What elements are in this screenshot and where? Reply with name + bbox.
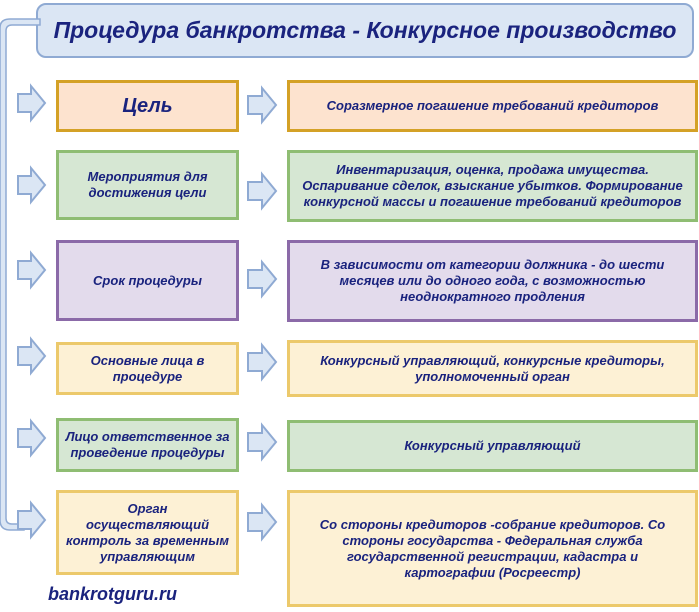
row-value-control: Со стороны кредиторов -собрание кредиторов. Со стороны государства - Федеральная служба государственной регистрации, кадастра и картографии (Росреестр) [287,490,698,607]
mid-arrow-icon [248,174,276,208]
left-arrow-icon [18,503,45,537]
mid-arrow-icons [248,88,276,539]
row-value-persons: Конкурсный управляющий, конкурсные кредиторы, уполномоченный орган [287,340,698,397]
site-watermark: bankrotguru.ru [48,584,177,604]
row-label-responsible: Лицо ответственное за проведение процедуры [56,418,239,472]
left-arrow-icon [18,253,45,287]
row-label-control: Орган осуществляющий контроль за временным управляющим [56,490,239,575]
mid-arrow-icon [248,262,276,296]
left-arrow-icon [18,86,45,120]
mid-arrow-icon [248,345,276,379]
row-label-persons: Основные лица в процедуре [56,342,239,395]
mid-arrow-icon [248,425,276,459]
left-arrow-icons [18,86,45,537]
row-label-term: Срок процедуры [56,240,239,321]
mid-arrow-icon [248,88,276,122]
left-arrow-icon [18,168,45,202]
row-label-measures: Мероприятия для достижения цели [56,150,239,220]
row-label-goal: Цель [56,80,239,132]
diagram-title: Процедура банкротства - Конкурсное производство [36,3,694,58]
row-value-goal: Соразмерное погашение требований кредиторов [287,80,698,132]
row-value-term: В зависимости от категории должника - до шести месяцев или до одного года, с возможностью неоднократного продления [287,240,698,322]
left-arrow-icon [18,421,45,455]
row-value-measures: Инвентаризация, оценка, продажа имущества. Оспаривание сделок, взыскание убытков. Формирование конкурсной массы и погашение требований кредиторов [287,150,698,222]
mid-arrow-icon [248,505,276,539]
row-value-responsible: Конкурсный управляющий [287,420,698,472]
left-arrow-icon [18,339,45,373]
